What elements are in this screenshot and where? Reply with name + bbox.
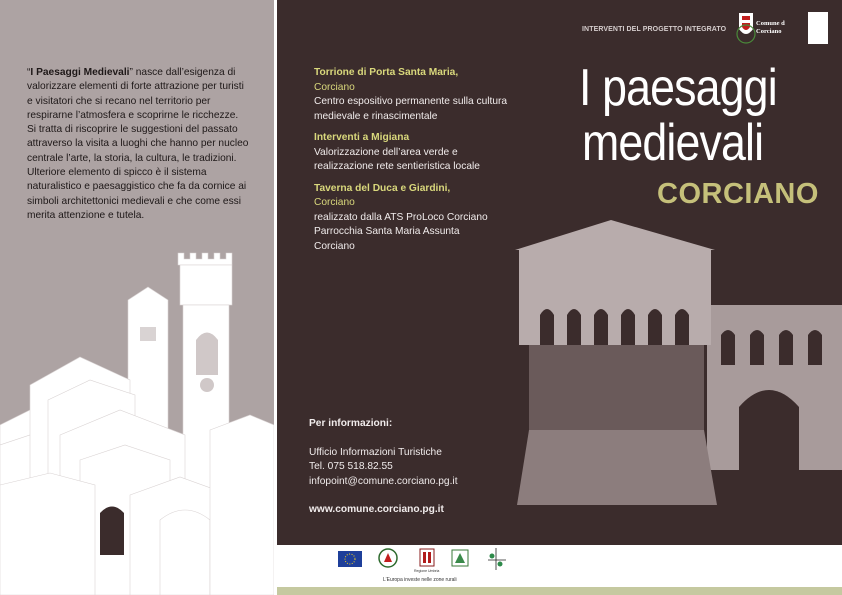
contact-office: Ufficio Informazioni Turistiche	[309, 446, 442, 458]
contact-email[interactable]: infopoint@comune.corciano.pg.it	[309, 475, 458, 487]
intro-brand: I Paesaggi Medievali	[30, 67, 130, 78]
open-quote: “	[27, 67, 31, 78]
corner-mark	[808, 12, 828, 44]
title-line1: I paesaggi	[579, 59, 777, 117]
intervention-description-line: realizzato dalla ATS ProLoco Corciano	[314, 211, 488, 223]
contact-website-link[interactable]: www.comune.corciano.pg.it	[309, 504, 444, 515]
right-panel	[277, 0, 842, 545]
gal-logo-icon	[488, 548, 506, 570]
eu-flag-icon	[338, 551, 362, 567]
intervention-description-line: Corciano	[314, 240, 355, 252]
intervention-title: Torrione di Porta Santa Maria,	[314, 67, 459, 78]
intro-paragraph	[27, 66, 249, 223]
intervention-location: Corciano	[314, 81, 355, 93]
contact-phone: Tel. 075 518.82.55	[309, 461, 393, 472]
intervention-location: Corciano	[314, 197, 355, 208]
intervention-description: Centro espositivo permanente sulla cultura medievale e rinascimentale	[314, 96, 508, 122]
title-place: CORCIANO	[657, 178, 819, 210]
title-line2: medievali	[582, 114, 764, 172]
intervention-description: Valorizzazione dell’area verde e realizzazione rete sentieristica locale	[314, 146, 480, 172]
republic-emblem-icon	[379, 549, 397, 567]
contact-heading: Per informazioni:	[309, 418, 393, 429]
left-panel	[0, 0, 274, 595]
municipality-logo	[735, 9, 785, 45]
list-item	[314, 182, 514, 255]
municipality-line2: Corciano	[756, 28, 782, 35]
municipality-line1: Comune di	[756, 20, 785, 27]
close-quote: ”	[129, 67, 133, 78]
list-item	[314, 131, 514, 175]
region-logo-icon	[414, 549, 439, 573]
fortress-illustration	[507, 215, 842, 515]
list-item	[314, 66, 514, 124]
leader-logo-icon	[452, 550, 468, 566]
intervention-title: Taverna del Duca e Giardini,	[314, 182, 451, 194]
footer-bar	[277, 587, 842, 595]
intervention-description-line: Parrocchia Santa Maria Assunta	[314, 226, 460, 237]
region-label: Regione Umbria	[414, 569, 440, 573]
intro-text: nasce dall’esigenza di valorizzare elementi di forte attrazione per turisti e visitatori che si recano nel territorio per respirarne l’atmosfera e scoprirne le ricchezze. Si tratta di riscoprire le suggestioni del passato attraverso la visita a luoghi che hanno per nucleo centrale l’arte, la storia, la cultura, le tradizioni. Ulteriore elemento di spicco è il sistema naturalistico e paesaggistico che fa da cornice ai simboli architettonici medievali e che come essi merita attenzione e tutela.	[27, 67, 249, 221]
contact-info	[309, 417, 539, 518]
project-label: INTERVENTI DEL PROGETTO INTEGRATO	[582, 26, 727, 33]
interventions-list	[314, 66, 514, 261]
town-illustration	[0, 245, 274, 595]
coat-of-arms-icon	[735, 9, 785, 45]
eu-slogan: L’Europa investe nelle zone rurali	[383, 577, 457, 583]
intervention-title: Interventi a Migiana	[314, 132, 410, 143]
